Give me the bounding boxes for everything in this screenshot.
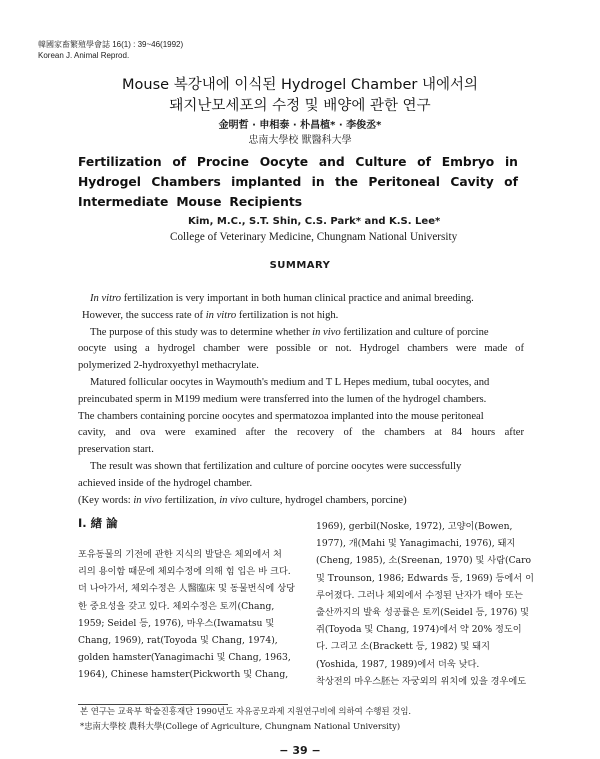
english-title-line1 [78, 152, 518, 172]
title-word: implanted [231, 175, 302, 189]
body-line: 출산까지의 발육 성공률은 토끼(Seidel 등, 1976) 및 [316, 607, 530, 619]
summary-line: However, the success rate of in vitro fertilization is not high. [82, 309, 339, 321]
summary-line: The purpose of this study was to determine whether in vivo fertilization and culture of porcine [90, 326, 489, 338]
title-word: in [504, 155, 518, 169]
body-line: 다. 그리고 소(Brackett 등, 1982) 및 돼지 [316, 641, 490, 653]
korean-title-line2: 돼지난모세포의 수정 및 배양에 관한 연구 [169, 98, 431, 114]
korean-authors: 金明哲 · 申相泰 · 朴昌植* · 李俊丞* [218, 120, 382, 131]
body-line: 쥐(Toyoda 및 Chang, 1974)에서 약 20% 정도이 [316, 624, 522, 636]
english-title-line2 [78, 172, 518, 192]
title-word: Cavity [450, 175, 494, 189]
page-number: − 39 − [279, 744, 321, 757]
body-line: golden hamster(Yanagimachi 및 Chang, 1963, [78, 652, 291, 664]
body-line: 1977), 개(Mahi 및 Yanagimachi, 1976), 돼지 [316, 538, 516, 550]
keywords: (Key words: in vivo fertilization, in vivo culture, hydrogel chambers, porcine) [78, 494, 407, 506]
summary-line: In vitro fertilization is very important in both human clinical practice and animal breeding. [90, 293, 474, 304]
title-word: Mouse [176, 195, 222, 209]
right-column [316, 518, 554, 690]
title-word: Culture [355, 155, 407, 169]
left-column [78, 546, 304, 684]
body-line: 더 나아가서, 체외수정은 人醫臨床 및 동물번식에 상당 [78, 583, 295, 595]
section-heading: I. 緖 論 [78, 516, 118, 530]
title-word: Fertilization [78, 155, 162, 169]
journal-name: Korean J. Animal Reprod. [38, 51, 130, 60]
title-word: Chambers [151, 175, 221, 189]
english-authors: Kim, M.C., S.T. Shin, C.S. Park* and K.S. Lee* [188, 216, 441, 227]
body-line: 루어졌다. 그러나 체외에서 수정된 난자가 태아 또는 [316, 589, 523, 601]
english-title-line3 [78, 192, 518, 212]
summary-line: polymerized 2-hydroxyethyl methacrylate. [78, 360, 259, 372]
body-line: Chang, 1969), rat(Toyoda 및 Chang, 1974), [78, 635, 278, 647]
title-word: Procine [196, 155, 249, 169]
body-line: 포유동물의 기전에 관한 지식의 발달은 체외에서 처 [78, 549, 282, 560]
body-line: (Yoshida, 1987, 1989)에서 더욱 낮다. [316, 658, 480, 670]
footnote-funding: 본 연구는 교육부 학술진흥재단 1990년도 자유공모과제 지원연구비에 의하여 수행된 것임. [80, 706, 412, 716]
body-line: 1964), Chinese hamster(Pickworth 및 Chang, [78, 669, 289, 681]
title-word: Embryo [441, 155, 495, 169]
english-title [78, 152, 518, 212]
title-word: of [417, 155, 431, 169]
summary-body [78, 291, 524, 509]
summary-heading: SUMMARY [269, 260, 331, 271]
body-line: 1969), gerbil(Noske, 1972), 고양이(Bowen, [316, 521, 513, 532]
title-word: and [318, 155, 345, 169]
summary-line: achieved inside of the hydrogel chamber. [78, 477, 253, 489]
body-line: 1959; Seidel 등, 1976), 마우스(Iwamatsu 및 [78, 617, 275, 629]
title-word: Recipients [229, 195, 303, 209]
title-word: Hydrogel [78, 175, 141, 189]
body-line: 착상전의 마우스胚는 자궁외의 위치에 있을 경우에도 [316, 675, 527, 687]
body-line: 리의 용이함 때문에 체외수정에 의해 힘 입은 바 크다. [78, 566, 291, 578]
body-line: (Cheng, 1985), 소(Sreenan, 1970) 및 사람(Caro [316, 555, 532, 567]
summary-line: oocyte using a hydrogel chamber were possible or not. Hydrogel chambers were made of [78, 343, 524, 355]
title-word: Oocyte [259, 155, 309, 169]
summary-line: The chambers containing porcine oocytes and spermatozoa implanted into the mouse peritoneal [78, 410, 484, 422]
summary-line: preincubated sperm in M199 medium were transferred into the lumen of the hydrogel chambers. [78, 393, 487, 405]
title-word: of [504, 175, 518, 189]
english-affiliation: College of Veterinary Medicine, Chungnam National University [170, 231, 458, 243]
title-word: the [335, 175, 358, 189]
footnote-affiliation: *忠南大學校 農科大學(College of Agriculture, Chungnam National University) [80, 721, 401, 731]
title-word: Intermediate [78, 195, 169, 209]
title-word: in [311, 175, 325, 189]
journal-citation: 韓國家畜繁殖學會誌 16(1) : 39~46(1992) [38, 40, 184, 49]
body-line: 한 중요성을 갖고 있다. 체외수정은 토끼(Chang, [78, 600, 275, 612]
summary-line: cavity, and ova were examined after the recovery of the chambers at 84 hours after [78, 427, 524, 439]
summary-line: The result was shown that fertilization and culture of porcine oocytes were successfully [90, 460, 462, 472]
korean-affiliation: 忠南大學校 獸醫科大學 [248, 135, 352, 146]
title-word: Peritoneal [368, 175, 440, 189]
summary-line: preservation start. [78, 444, 154, 456]
title-word: of [172, 155, 187, 169]
summary-line: Matured follicular oocytes in Waymouth's medium and T L Hepes medium, tubal oocytes, and [90, 376, 490, 388]
korean-title-line1: Mouse 복강내에 이식된 Hydrogel Chamber 내에서의 [122, 77, 478, 93]
body-line: 및 Trounson, 1986; Edwards 등, 1969) 등에서 이 [316, 572, 534, 584]
